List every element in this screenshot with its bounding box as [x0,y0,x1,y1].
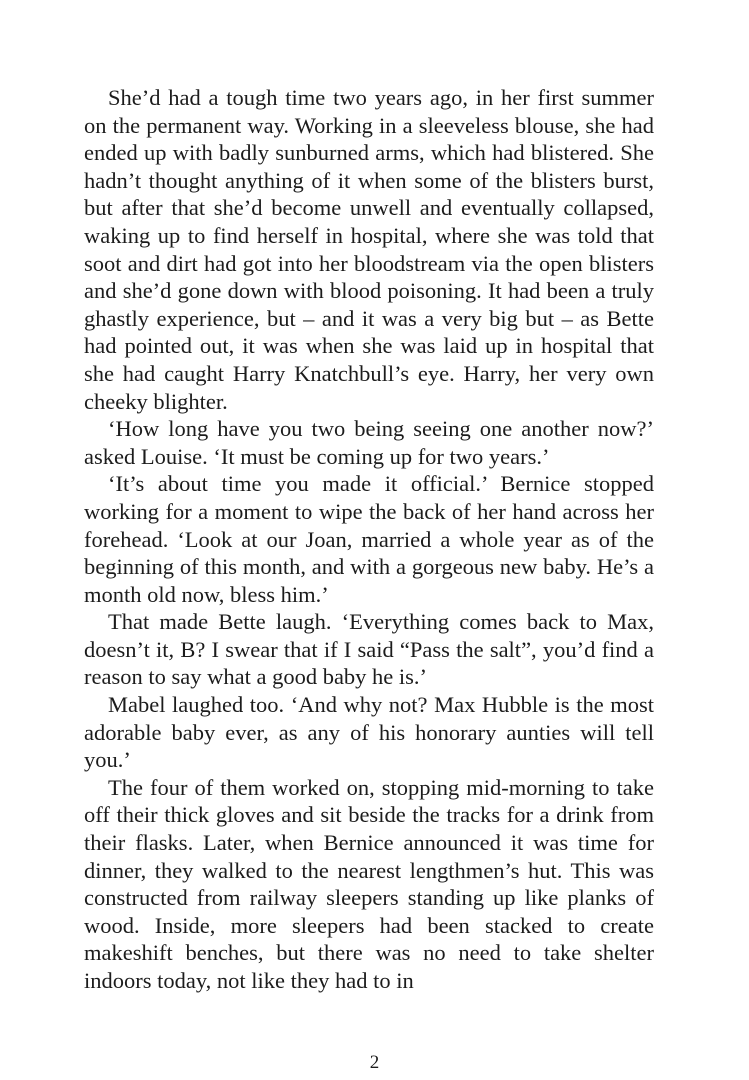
body-text [84,84,654,995]
paragraph: The four of them worked on, stopping mid-morning to take off their thick gloves and sit beside the tracks for a drink from their flasks. Later, when Bernice announced it was time for dinner, they walked to the nearest lengthmen’s hut. This was constructed from railway sleepers standing up like planks of wood. Inside, more sleepers had been stacked to create makeshift benches, but there was no need to take shelter indoors today, not like they had to in [84,774,654,993]
paragraph: ‘It’s about time you made it official.’ Bernice stopped working for a moment to wipe the back of her hand across her forehead. ‘Look at our Joan, married a whole year as of the beginning of this month, and with a gorgeous new baby. He’s a month old now, bless him.’ [84,471,654,607]
paragraph: ‘How long have you two being seeing one another now?’ asked Louise. ‘It must be coming up for two years.’ [84,416,654,469]
page-number: 2 [369,1052,380,1073]
paragraph: Mabel laughed too. ‘And why not? Max Hubble is the most adorable baby ever, as any of his honorary aunties will tell you.’ [84,692,654,773]
paragraph: That made Bette laugh. ‘Everything comes back to Max, doesn’t it, B? I swear that if I said “Pass the salt”, you’d find a reason to say what a good baby he is.’ [84,609,654,690]
paragraph: She’d had a tough time two years ago, in her first summer on the permanent way. Working in a sleeveless blouse, she had ended up with badly sunburned arms, which had blistered. She hadn’t thought anything of it when some of the blisters burst, but after that she’d become unwell and eventually collapsed, waking up to find herself in hospital, where she was told that soot and dirt had got into her bloodstream via the open blisters and she’d gone down with blood poisoning. It had been a truly ghastly experience, but – and it was a very big but – as Bette had pointed out, it was when she was laid up in hospital that she had caught Harry Knatchbull’s eye. Harry, her very own cheeky blighter. [84,85,654,414]
